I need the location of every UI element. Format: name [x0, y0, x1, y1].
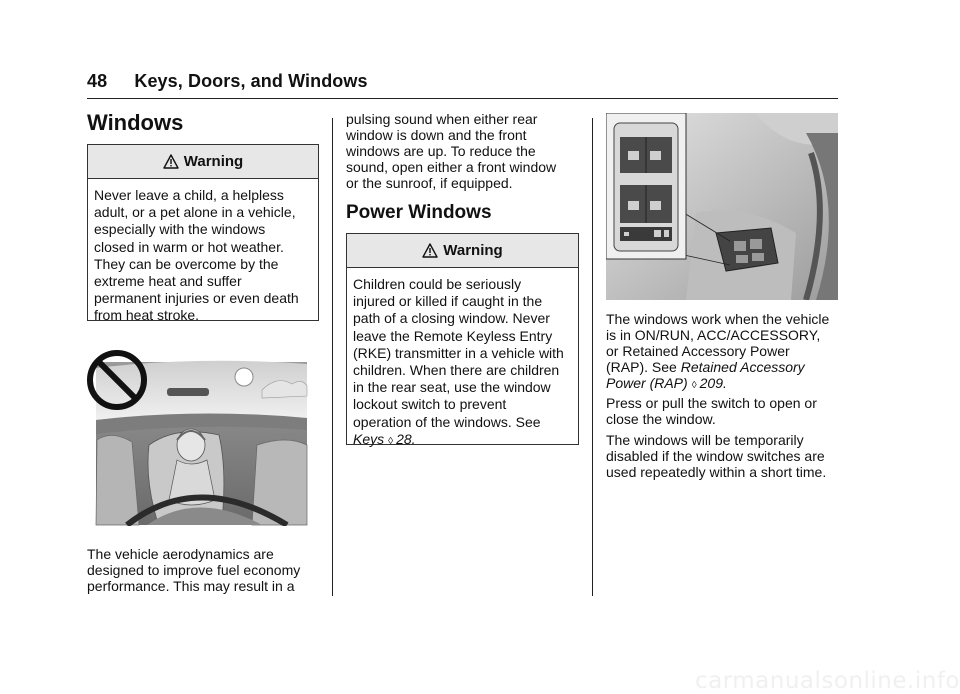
text-line: windows are up. To reduce the	[346, 143, 536, 159]
warning-line: extreme heat and suffer	[94, 273, 242, 290]
text-line: performance. This may result in a	[87, 578, 295, 594]
warning-triangle-icon	[422, 243, 438, 258]
warning-line: injured or killed if caught in the	[353, 293, 543, 310]
warning-box-power-windows	[346, 233, 579, 445]
rap-ref-page[interactable]: 209.	[699, 375, 727, 391]
page-number: 48	[87, 71, 108, 91]
temporarily-disabled-paragraph	[606, 432, 826, 480]
keys-ref-page[interactable]: 28.	[396, 430, 416, 447]
text-fragment: (RAP). See	[606, 359, 681, 375]
warning-line: in the rear seat, use the window	[353, 379, 551, 396]
warning-line: closed in warm or hot weather.	[94, 238, 284, 255]
warning-line-ref	[353, 431, 572, 450]
aerodynamics-paragraph	[87, 546, 300, 594]
windows-work-paragraph	[606, 311, 829, 394]
watermark: carmanualsonline.info	[694, 668, 960, 694]
warning-line: (RKE) transmitter in a vehicle with	[353, 344, 564, 361]
text-line: The vehicle aerodynamics are	[87, 546, 274, 562]
text-line: designed to improve fuel economy	[87, 562, 301, 578]
warning-title: Warning	[183, 153, 244, 170]
ref-glyph-icon: ◊	[388, 435, 394, 447]
continued-paragraph	[346, 111, 556, 191]
text-line: sound, open either a front window	[346, 159, 557, 175]
press-pull-paragraph	[606, 395, 817, 427]
text-line: or Retained Accessory Power	[606, 343, 790, 359]
warning-line: from heat stroke.	[94, 307, 200, 324]
warning-line: path of a closing window. Never	[353, 310, 550, 327]
text-line	[606, 359, 829, 375]
warning-line: leave the Remote Keyless Entry	[353, 327, 553, 344]
text-line: is in ON/RUN, ACC/ACCESSORY,	[606, 327, 821, 343]
section-title: Keys, Doors, and Windows	[134, 71, 368, 91]
column-divider-2	[592, 118, 593, 596]
page-header	[87, 71, 368, 92]
warning-line: children. When there are children	[353, 362, 560, 379]
warning-body	[88, 179, 318, 325]
warning-header	[347, 234, 578, 268]
warning-body	[347, 268, 578, 450]
warning-line: operation of the windows. See	[353, 413, 541, 430]
text-line: pulsing sound when either rear	[346, 111, 538, 127]
power-windows-heading: Power Windows	[346, 202, 492, 223]
windows-heading: Windows	[87, 110, 184, 135]
window-switch-illustration	[606, 113, 838, 300]
warning-line: adult, or a pet alone in a vehicle,	[94, 204, 296, 221]
warning-triangle-icon	[163, 154, 179, 169]
warning-box-windows	[87, 144, 319, 324]
text-line: or the sunroof, if equipped.	[346, 175, 513, 191]
text-line: window is down and the front	[346, 127, 527, 143]
text-line: The windows will be temporarily	[606, 432, 804, 448]
warning-line: They can be overcome by the	[94, 255, 279, 272]
header-rule	[87, 98, 838, 99]
warning-line: permanent injuries or even death	[94, 290, 299, 307]
text-line: disabled if the window switches are	[606, 448, 825, 464]
child-in-vehicle-illustration	[87, 350, 309, 526]
text-line: used repeatedly within a short time.	[606, 464, 827, 480]
text-line: close the window.	[606, 411, 716, 427]
warning-line: especially with the windows	[94, 221, 266, 238]
warning-title: Warning	[443, 242, 503, 259]
column-divider-1	[332, 118, 333, 596]
warning-line: Never leave a child, a helpless	[94, 187, 284, 203]
text-line: Press or pull the switch to open or	[606, 395, 817, 411]
warning-line: lockout switch to prevent	[353, 396, 507, 413]
keys-ref-link[interactable]: Keys	[353, 430, 385, 447]
warning-line: Children could be seriously	[353, 276, 522, 292]
warning-header	[88, 145, 318, 179]
ref-glyph-icon: ◊	[691, 380, 697, 391]
text-line: The windows work when the vehicle	[606, 311, 830, 327]
rap-ref-link-cont[interactable]: Power (RAP)	[606, 375, 688, 391]
text-line	[606, 375, 829, 394]
rap-ref-link[interactable]: Retained Accessory	[680, 359, 805, 375]
